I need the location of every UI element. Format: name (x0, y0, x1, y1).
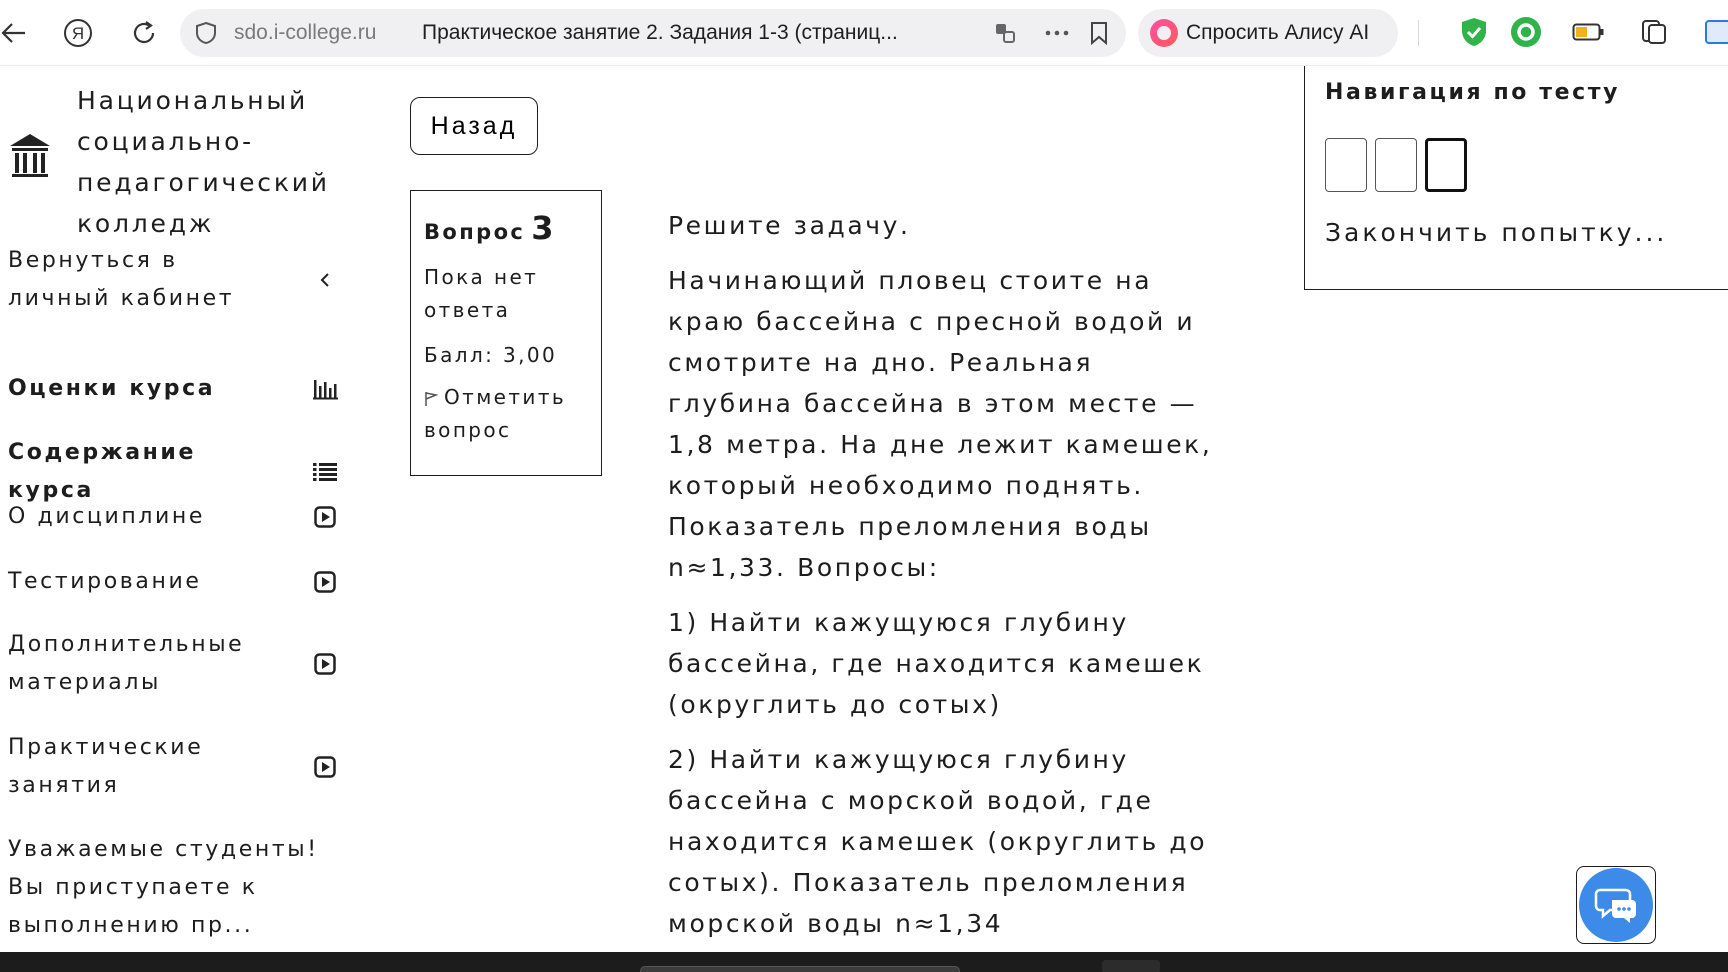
chat-button[interactable] (1576, 866, 1656, 944)
sidebar-item-label: Дополнительные материалы (8, 632, 245, 695)
sidebar-item-testing[interactable] (8, 563, 338, 601)
address-bar[interactable] (180, 9, 1126, 57)
question-intro: Решите задачу. (668, 211, 911, 240)
question-heading (424, 209, 588, 247)
sidebar-item-label: Тестирование (8, 569, 202, 594)
toolbar-divider (1418, 20, 1419, 46)
sidebar-item-label: Вернуться в личный кабинет (8, 248, 235, 311)
bookmark-icon[interactable] (1084, 19, 1114, 47)
more-icon[interactable] (1042, 19, 1072, 47)
play-square-icon (312, 651, 338, 677)
question-subtask-2: 2) Найти кажущуюся глубину бассейна с морской водой, где находится камешек (округлить до сотых). Показатель преломления морской воды n≈1,34 (668, 745, 1208, 938)
ask-alice-button[interactable] (1138, 9, 1398, 57)
alice-label: Спросить Алису AI (1186, 21, 1370, 44)
address-domain[interactable]: sdo.i-college.ru (234, 21, 377, 44)
question-text (668, 205, 1228, 958)
battery-icon[interactable] (1570, 14, 1606, 50)
sidebar-item-label: Содержание курса (8, 440, 196, 503)
sidebar-item-grades[interactable] (8, 370, 338, 408)
sidebar-item-announcement[interactable] (8, 831, 348, 945)
sidebar-item-practical-lessons[interactable] (8, 729, 338, 805)
back-button[interactable]: Назад (410, 97, 538, 155)
question-number: 3 (531, 209, 556, 247)
yandex-logo-icon[interactable] (58, 12, 98, 54)
sidebar-item-label: Оценки курса (8, 376, 216, 401)
bar-chart-icon (312, 376, 338, 402)
alice-icon (1150, 19, 1178, 47)
question-body: Начинающий пловец стоите на краю бассейна с пресной водой и смотрите на дно. Реальная глубина бассейна в этом месте — 1,8 метра. На дне лежит камешек, который необходимо поднять. Показатель преломления воды n≈1,33. Вопросы: (668, 266, 1213, 582)
collections-icon[interactable] (1636, 14, 1672, 50)
college-logo[interactable] (8, 132, 52, 186)
site-security-icon[interactable] (194, 21, 218, 45)
flag-question-link[interactable] (424, 381, 588, 447)
reload-icon[interactable] (124, 12, 164, 54)
course-sidebar (0, 66, 360, 950)
chevron-left-icon[interactable] (312, 267, 338, 293)
green-extension-icon[interactable] (1508, 14, 1544, 50)
chat-bubble-icon (1579, 868, 1653, 942)
protect-shield-icon[interactable] (1456, 14, 1492, 50)
sidebar-item-return-cabinet[interactable] (8, 242, 338, 318)
taskbar-app[interactable] (1102, 960, 1160, 972)
address-page-title[interactable]: Практическое занятие 2. Задания 1-3 (страниц... (422, 21, 898, 44)
svg-text:Я: Я (71, 24, 85, 43)
quiz-navigation-title: Навигация по тесту (1325, 80, 1621, 105)
os-taskbar (0, 952, 1728, 972)
play-square-icon (312, 504, 338, 530)
play-square-icon (312, 569, 338, 595)
finish-attempt-link[interactable]: Закончить попытку... (1325, 218, 1668, 247)
flag-question-label[interactable]: Отметить вопрос (424, 385, 567, 442)
question-grade: Балл: 3,00 (424, 343, 558, 367)
sidebar-item-additional-materials[interactable] (8, 626, 338, 702)
question-subtask-1: 1) Найти кажущуюся глубину бассейна, где находится камешек (округлить до сотых) (668, 608, 1205, 719)
question-heading-label: Вопрос (424, 220, 526, 244)
list-icon (312, 459, 338, 485)
question-state: Пока нет ответа (424, 265, 539, 322)
profile-icon[interactable] (1700, 14, 1728, 50)
quiz-nav-question-2[interactable] (1375, 138, 1417, 192)
question-info-panel (410, 190, 602, 476)
sidebar-item-about-discipline[interactable] (8, 498, 338, 536)
translate-icon[interactable] (990, 19, 1020, 47)
college-name[interactable]: Национальный социально-педагогический колледж (77, 86, 330, 238)
back-arrow-icon[interactable] (0, 12, 34, 54)
play-square-icon (312, 754, 338, 780)
sidebar-item-label: Практические занятия (8, 735, 204, 798)
sidebar-item-label: О дисциплине (8, 504, 206, 529)
flag-icon[interactable] (424, 384, 438, 400)
quiz-nav-question-1[interactable] (1325, 138, 1367, 192)
taskbar-pill[interactable] (640, 966, 960, 972)
browser-toolbar (0, 0, 1728, 66)
sidebar-item-label: Уважаемые студенты! Вы приступаете к выполнению пр... (8, 837, 319, 938)
quiz-navigation-block (1304, 66, 1728, 290)
quiz-nav-question-3-current[interactable] (1425, 138, 1467, 192)
